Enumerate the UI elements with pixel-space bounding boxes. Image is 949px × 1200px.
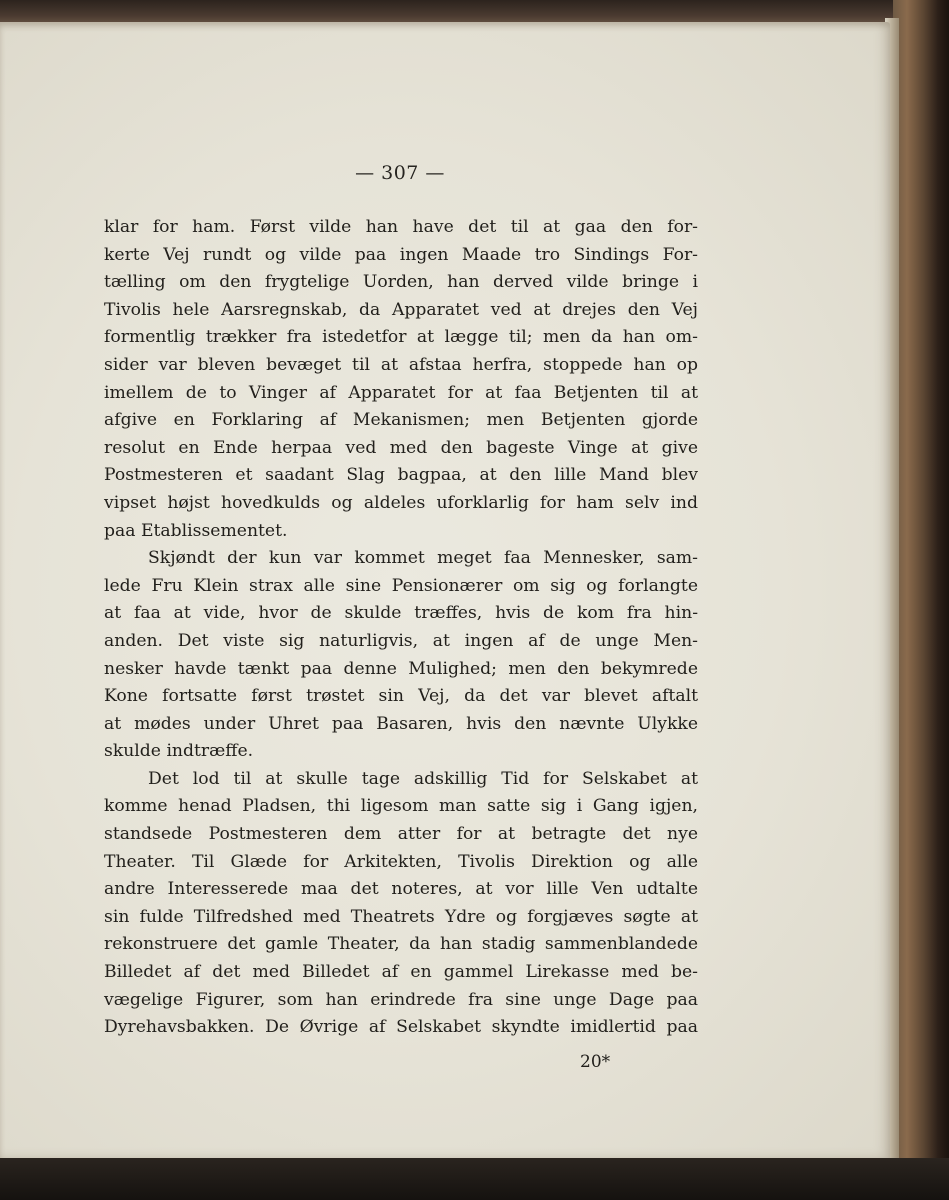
text-line: sider var bleven bevæget til at afstaa herfra, stoppede han op	[104, 354, 698, 375]
text-line: andre Interesserede maa det noteres, at vor lille Ven udtalte	[104, 879, 698, 900]
text-line: Dyrehavsbakken. De Øvrige af Selskabet skyndte imidlertid paa	[104, 1017, 698, 1038]
text-line: afgive en Forklaring af Mekanismen; men Betjenten gjorde	[104, 410, 698, 431]
text-line: sin fulde Tilfredshed med Theatrets Ydre og forgjæves søgte at	[104, 906, 698, 927]
text-line: at mødes under Uhret paa Basaren, hvis den nævnte Ulykke	[104, 713, 698, 734]
text-line: Det lod til at skulle tage adskillig Tid for Selskabet at	[148, 768, 698, 789]
text-line: imellem de to Vinger af Apparatet for at faa Betjenten til at	[104, 382, 698, 403]
text-line: standsede Postmesteren dem atter for at betragte det nye	[104, 824, 698, 845]
text-line: nesker havde tænkt paa denne Mulighed; men den bekymrede	[104, 658, 698, 679]
text-line: Postmesteren et saadant Slag bagpaa, at den lille Mand blev	[104, 465, 698, 486]
book-bottom-edge	[0, 1158, 949, 1200]
page-number: — 307 —	[355, 162, 445, 184]
body-text	[104, 214, 698, 1042]
text-line: kerte Vej rundt og vilde paa ingen Maade tro Sindings For-	[104, 244, 698, 265]
text-line: Kone fortsatte først trøstet sin Vej, da det var blevet aftalt	[104, 686, 698, 707]
text-line: Theater. Til Glæde for Arkitekten, Tivolis Direktion og alle	[104, 851, 698, 872]
text-line: paa Etablissementet.	[104, 520, 288, 541]
text-line: at faa at vide, hvor de skulde træffes, hvis de kom fra hin-	[104, 603, 698, 624]
text-line: anden. Det viste sig naturligvis, at ingen af de unge Men-	[104, 630, 698, 651]
text-line: resolut en Ende herpaa ved med den bageste Vinge at give	[104, 437, 698, 458]
text-line: vipset højst hovedkulds og aldeles uforklarlig for ham selv ind	[104, 492, 698, 513]
text-line: skulde indtræffe.	[104, 741, 254, 762]
text-line: Skjøndt der kun var kommet meget faa Mennesker, sam-	[148, 548, 698, 569]
text-line: klar for ham. Først vilde han have det til at gaa den for-	[104, 217, 698, 237]
text-line: Billedet af det med Billedet af en gammel Lirekasse med be-	[104, 962, 698, 983]
text-line: rekonstruere det gamle Theater, da han stadig sammenblandede	[104, 934, 698, 955]
text-line: vægelige Figurer, som han erindrede fra sine unge Dage paa	[104, 989, 698, 1010]
text-line: formentlig trækker fra istedetfor at lægge til; men da han om-	[104, 327, 698, 348]
signature-mark: 20*	[580, 1052, 611, 1072]
page-paper	[0, 22, 890, 1158]
text-line: lede Fru Klein strax alle sine Pensionærer om sig og forlangte	[104, 575, 698, 596]
text-line: tælling om den frygtelige Uorden, han derved vilde bringe i	[104, 272, 698, 293]
text-line: komme henad Pladsen, thi ligesom man satte sig i Gang igjen,	[104, 796, 698, 817]
book-spine	[893, 0, 949, 1200]
text-line: Tivolis hele Aarsregnskab, da Apparatet ved at drejes den Vej	[104, 299, 698, 320]
